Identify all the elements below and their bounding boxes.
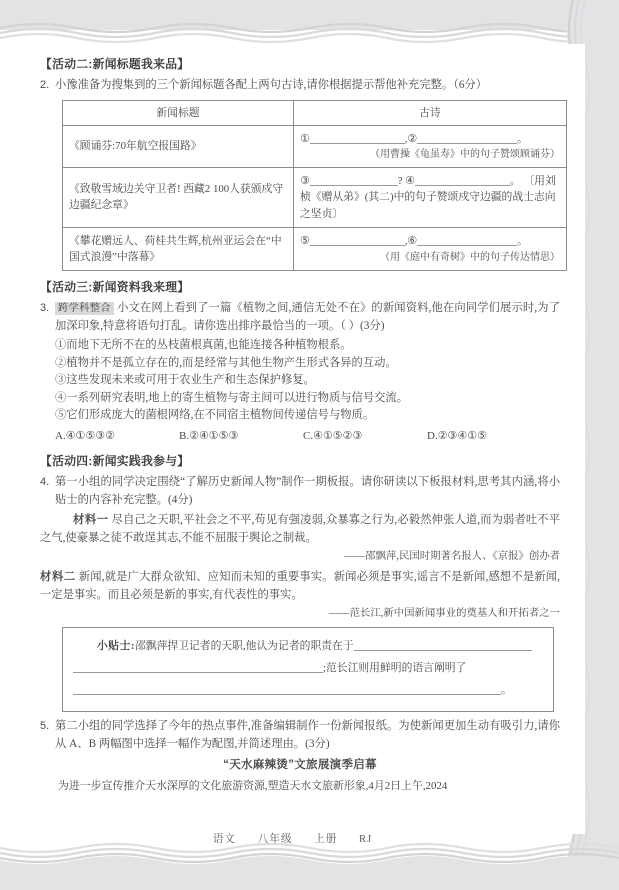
- question-3-number: 3.: [40, 302, 50, 315]
- question-5-text: 第二小组的同学选择了今年的热点事件,准备编辑制作一份新闻报纸。为使新闻更加生动有吸引力,请你从 A、B 两幅图中选择一幅作为配图,并简述理由。(3分): [55, 720, 560, 750]
- mark-3: 。: [517, 235, 528, 248]
- tip-answer-blank[interactable]: [73, 683, 233, 695]
- footer-edition: RJ: [358, 834, 373, 845]
- question-3-text-wrap: [55, 300, 560, 335]
- footer-grade: 八年级: [257, 834, 293, 845]
- news-headline: “天水麻辣烫”文旅展演季启幕: [223, 759, 377, 772]
- statement-item: ③这些发现未来或可用于农业生产和生态保护修复。: [55, 374, 315, 387]
- tip-answer-blank[interactable]: [233, 683, 501, 695]
- answer-blank[interactable]: [310, 234, 405, 246]
- activity-2-heading: 【活动二:新闻标题我来品】: [40, 57, 190, 71]
- poem-answer-cell-1: [294, 125, 567, 167]
- question-4: [40, 474, 560, 509]
- top-wave-decoration: [0, 22, 619, 44]
- tip-text-part-1: 邵飘萍捍卫记者的天职,他认为记者的职责在于: [135, 640, 354, 653]
- poem-answer-cell-3: [294, 227, 567, 270]
- tip-label: 小贴士:: [97, 640, 135, 653]
- worksheet-content: [40, 48, 560, 795]
- tip-text-part-2: ;范长江则用鲜明的语言阐明了: [323, 662, 467, 675]
- material-one-label: 材料一: [72, 514, 109, 527]
- poem-hint-1: （用曹操《龟虽寿》中的句子赞颂顾诵芬）: [370, 149, 560, 161]
- question-3: [40, 300, 560, 335]
- question-2-text: 小豫准备为搜集到的三个新闻标题各配上两句古诗,请你根据提示帮他补充完整。（6分）: [55, 79, 488, 92]
- option-c[interactable]: C.④①⑤②③: [303, 429, 363, 442]
- option-d[interactable]: D.②③④①⑤: [427, 429, 488, 442]
- mark-3: 。: [509, 175, 521, 188]
- table-row: [63, 227, 567, 270]
- news-title-cell-2: 《致敬雪域边关守卫者! 西藏2 100人获颁戍守边疆纪念章》: [63, 168, 294, 228]
- news-title-cell-1: 《顾诵芬:70年航空报国路》: [63, 125, 294, 167]
- answer-blank[interactable]: [417, 234, 517, 246]
- activity-3-heading: 【活动三:新闻资料我来理】: [40, 280, 190, 295]
- tip-answer-blank[interactable]: [73, 661, 323, 673]
- column-header-news-title: 新闻标题: [63, 100, 294, 125]
- news-body-text: 为进一步宣传推介天水深厚的文化旅游资源,塑造天水文旅新形象,4月2日上午,2024: [58, 780, 448, 793]
- question-5: [40, 718, 560, 753]
- mark-2: ,⑥: [404, 235, 418, 248]
- question-5-number: 5.: [40, 720, 50, 733]
- material-two: [40, 569, 560, 604]
- poem-hint-3: （用《庭中有奇树》中的句子传达情思）: [380, 251, 560, 263]
- question-4-text: 第一小组的同学决定围绕“了解历史新闻人物”制作一期板报。请你研读以下板报材料,思考其内涵,将小贴士的内容补充完整。(4分): [55, 476, 560, 506]
- material-two-source: ——范长江,新中国新闻事业的奠基人和开拓者之一: [328, 608, 560, 620]
- interdisciplinary-badge: 跨学科整合: [55, 302, 114, 315]
- activity-4-heading: 【活动四:新闻实践我参与】: [40, 453, 190, 468]
- mark-1: ⑤: [300, 235, 310, 248]
- mark-1: ③: [300, 175, 310, 188]
- mark-2: ,②: [404, 132, 418, 145]
- poem-hint-2: 〔用刘桢《赠从弟》(其二)中的句子赞颂戍守边疆的战士志向之坚贞〕: [300, 175, 556, 220]
- mark-3: 。: [517, 132, 528, 145]
- option-b[interactable]: B.②④①⑤③: [179, 429, 239, 442]
- mark-2: ? ④: [397, 175, 415, 188]
- answer-blank[interactable]: [417, 132, 517, 144]
- tip-answer-blank[interactable]: [354, 639, 532, 651]
- footer-volume: 上册: [314, 834, 338, 845]
- option-a[interactable]: A.④①⑤③②: [55, 429, 116, 442]
- tip-text-part-3: 。: [501, 683, 512, 696]
- statement-item: ①而地下无所不在的丛枝菌根真菌,也能连接各种植物根系。: [55, 339, 352, 352]
- answer-blank[interactable]: [310, 174, 398, 186]
- material-one-text: 尽自己之天职,平社会之不平,苟见有强凌弱,众暴寡之行为,必毅然伸张人道,而为弱者吐不平之气,使豪暴之徒不敢逞其志,不能不屈服于舆论之制裁。: [40, 514, 560, 544]
- question-2-number: 2.: [40, 79, 50, 92]
- answer-blank[interactable]: [310, 132, 405, 144]
- poem-answer-cell-2: [294, 168, 567, 228]
- footer-subject: 语文: [212, 834, 237, 845]
- material-one-source: ——邵飘萍,民国时期著名报人、《京报》创办者: [344, 551, 560, 563]
- statement-item: ②植物并不是孤立存在的,而是经常与其他生物产生形式各异的互动。: [55, 356, 397, 369]
- question-2: [40, 77, 560, 95]
- table-header-row: [63, 100, 567, 125]
- tip-box: [62, 627, 554, 712]
- statement-item: ⑤它们形成庞大的菌根网络,在不同宿主植物间传递信号与物质。: [55, 409, 375, 422]
- material-one: [40, 512, 560, 547]
- poem-matching-table: [62, 100, 567, 271]
- page-footer: [0, 831, 585, 846]
- question-3-text: 小文在网上看到了一篇《植物之间,通信无处不在》的新闻资料,他在向同学们展示时,为了加深印象,特意将语句打乱。请你选出排序最恰当的一项。: [55, 302, 561, 332]
- mark-1: ①: [300, 132, 310, 145]
- table-row: [63, 125, 567, 167]
- material-two-label: 材料二: [40, 571, 76, 584]
- table-row: [63, 168, 567, 228]
- question-3-options: [55, 428, 560, 445]
- column-header-ancient-poem: 古诗: [294, 100, 567, 125]
- material-two-text: 新闻,就是广大群众欲知、应知而未知的重要事实。新闻必须是事实,谣言不是新闻,感想不是新闻,一定是事实。而且必须是新的事实,有代表性的事实。: [40, 571, 560, 601]
- question-4-number: 4.: [40, 476, 50, 489]
- answer-blank[interactable]: [415, 174, 510, 186]
- question-3-answer-slot[interactable]: （ ）(3分): [340, 319, 385, 332]
- news-title-cell-3: 《攀花赠远人、荷桂共生辉,杭州亚运会在“中国式浪漫”中落幕》: [63, 227, 294, 270]
- statement-item: ④一系列研究表明,地上的寄生植物与寄主间可以进行物质与信号交流。: [55, 391, 409, 404]
